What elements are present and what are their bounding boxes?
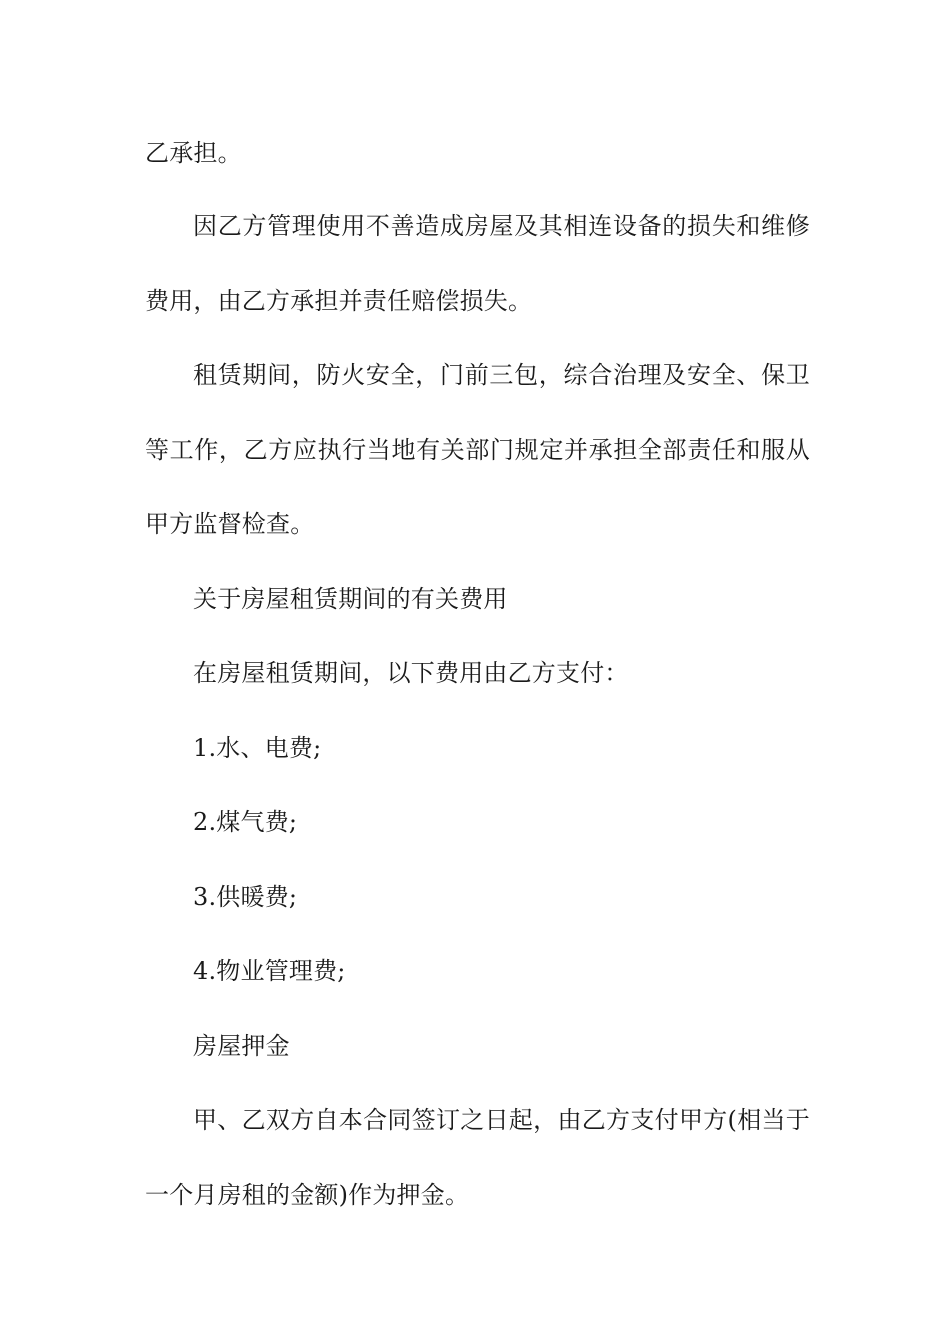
- text-line-2: 因乙方管理使用不善造成房屋及其相连设备的损失和维修: [193, 212, 810, 240]
- text-line-1: 乙承担。: [145, 139, 242, 167]
- section-heading-deposit: 房屋押金: [193, 1032, 290, 1060]
- text-line-8: 在房屋租赁期间，以下费用由乙方支付：: [193, 659, 629, 687]
- text-line-14: 甲、乙双方自本合同签订之日起，由乙方支付甲方(相当于: [193, 1106, 810, 1134]
- text-line-6: 甲方监督检查。: [145, 510, 315, 538]
- text-line-5: 等工作，乙方应执行当地有关部门规定并承担全部责任和服从: [145, 436, 810, 464]
- list-item-1: 1.水、电费;: [193, 734, 322, 762]
- text-line-15: 一个月房租的金额)作为押金。: [145, 1181, 470, 1209]
- list-item-3: 3.供暖费;: [193, 883, 298, 911]
- list-item-4: 4.物业管理费;: [193, 957, 346, 985]
- text-line-3: 费用，由乙方承担并责任赔偿损失。: [145, 287, 533, 315]
- text-line-7: 关于房屋租赁期间的有关费用: [193, 585, 508, 613]
- text-line-4: 租赁期间，防火安全，门前三包，综合治理及安全、保卫: [193, 361, 810, 389]
- list-item-2: 2.煤气费;: [193, 808, 298, 836]
